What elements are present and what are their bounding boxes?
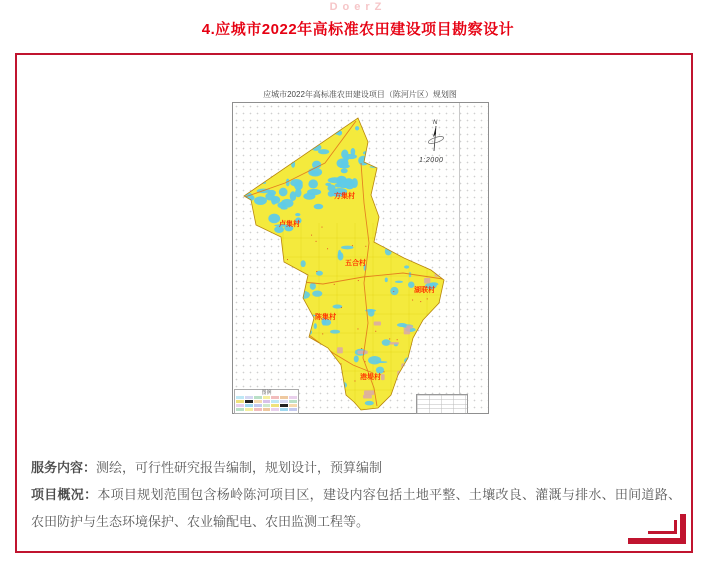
map-title: 应城市2022年高标准农田建设项目（陈河片区）规划图 (263, 90, 457, 99)
service-content-text: 测绘，可行性研究报告编制，规划设计，预算编制 (96, 460, 383, 475)
svg-text:五合村: 五合村 (345, 260, 366, 267)
legend-swatch (245, 404, 253, 407)
legend-swatch (236, 400, 244, 403)
legend-swatch (254, 400, 262, 403)
legend-swatch (236, 408, 244, 411)
legend-swatch (254, 396, 262, 399)
legend-swatches (235, 396, 298, 411)
svg-text:方集村: 方集村 (334, 193, 355, 200)
map-legend (234, 389, 299, 414)
project-details (31, 454, 681, 535)
legend-swatch (245, 396, 253, 399)
map-drawing (233, 103, 488, 413)
legend-swatch (289, 396, 297, 399)
corner-decoration-inner (648, 520, 677, 534)
legend-swatch (280, 404, 288, 407)
watermark: DoerZ (329, 1, 387, 13)
map-titleblock (416, 394, 468, 414)
legend-swatch (280, 400, 288, 403)
legend-swatch (254, 404, 262, 407)
legend-swatch (271, 396, 279, 399)
content-card (15, 53, 693, 553)
svg-text:卢集村: 卢集村 (279, 221, 300, 228)
legend-swatch (271, 408, 279, 411)
svg-text:港堤村: 港堤村 (360, 374, 381, 381)
project-overview-row (31, 481, 681, 535)
map-figure (232, 89, 488, 414)
legend-swatch (289, 400, 297, 403)
legend-swatch (245, 408, 253, 411)
service-content-label: 服务内容： (31, 460, 97, 475)
service-content-row (31, 454, 681, 481)
legend-title: 图例 (261, 390, 272, 396)
legend-swatch (289, 404, 297, 407)
legend-swatch (254, 408, 262, 411)
legend-swatch (263, 408, 271, 411)
legend-swatch (289, 408, 297, 411)
svg-text:N: N (433, 120, 438, 126)
svg-text:陈集村: 陈集村 (315, 314, 336, 321)
legend-swatch (236, 404, 244, 407)
project-overview-text: 本项目规划范围包含杨岭陈河项目区，建设内容包括土地平整、土壤改良、灌溉与排水、田间道路、农田防护与生态环境保护、农业输配电、农田监测工程等。 (31, 487, 681, 529)
legend-swatch (263, 396, 271, 399)
project-overview-label: 项目概况： (31, 487, 98, 502)
legend-swatch (263, 404, 271, 407)
legend-swatch (236, 396, 244, 399)
legend-swatch (271, 404, 279, 407)
svg-text:湖联村: 湖联村 (414, 287, 435, 294)
map-sheet (232, 102, 489, 414)
legend-swatch (271, 400, 279, 403)
page-title: 4.应城市2022年高标准农田建设项目勘察设计 (201, 21, 515, 38)
legend-swatch (280, 396, 288, 399)
north-arrow-icon (423, 117, 449, 157)
legend-swatch (245, 400, 253, 403)
legend-swatch (280, 408, 288, 411)
legend-swatch (263, 400, 271, 403)
map-scale: 1:2000 (419, 157, 444, 164)
